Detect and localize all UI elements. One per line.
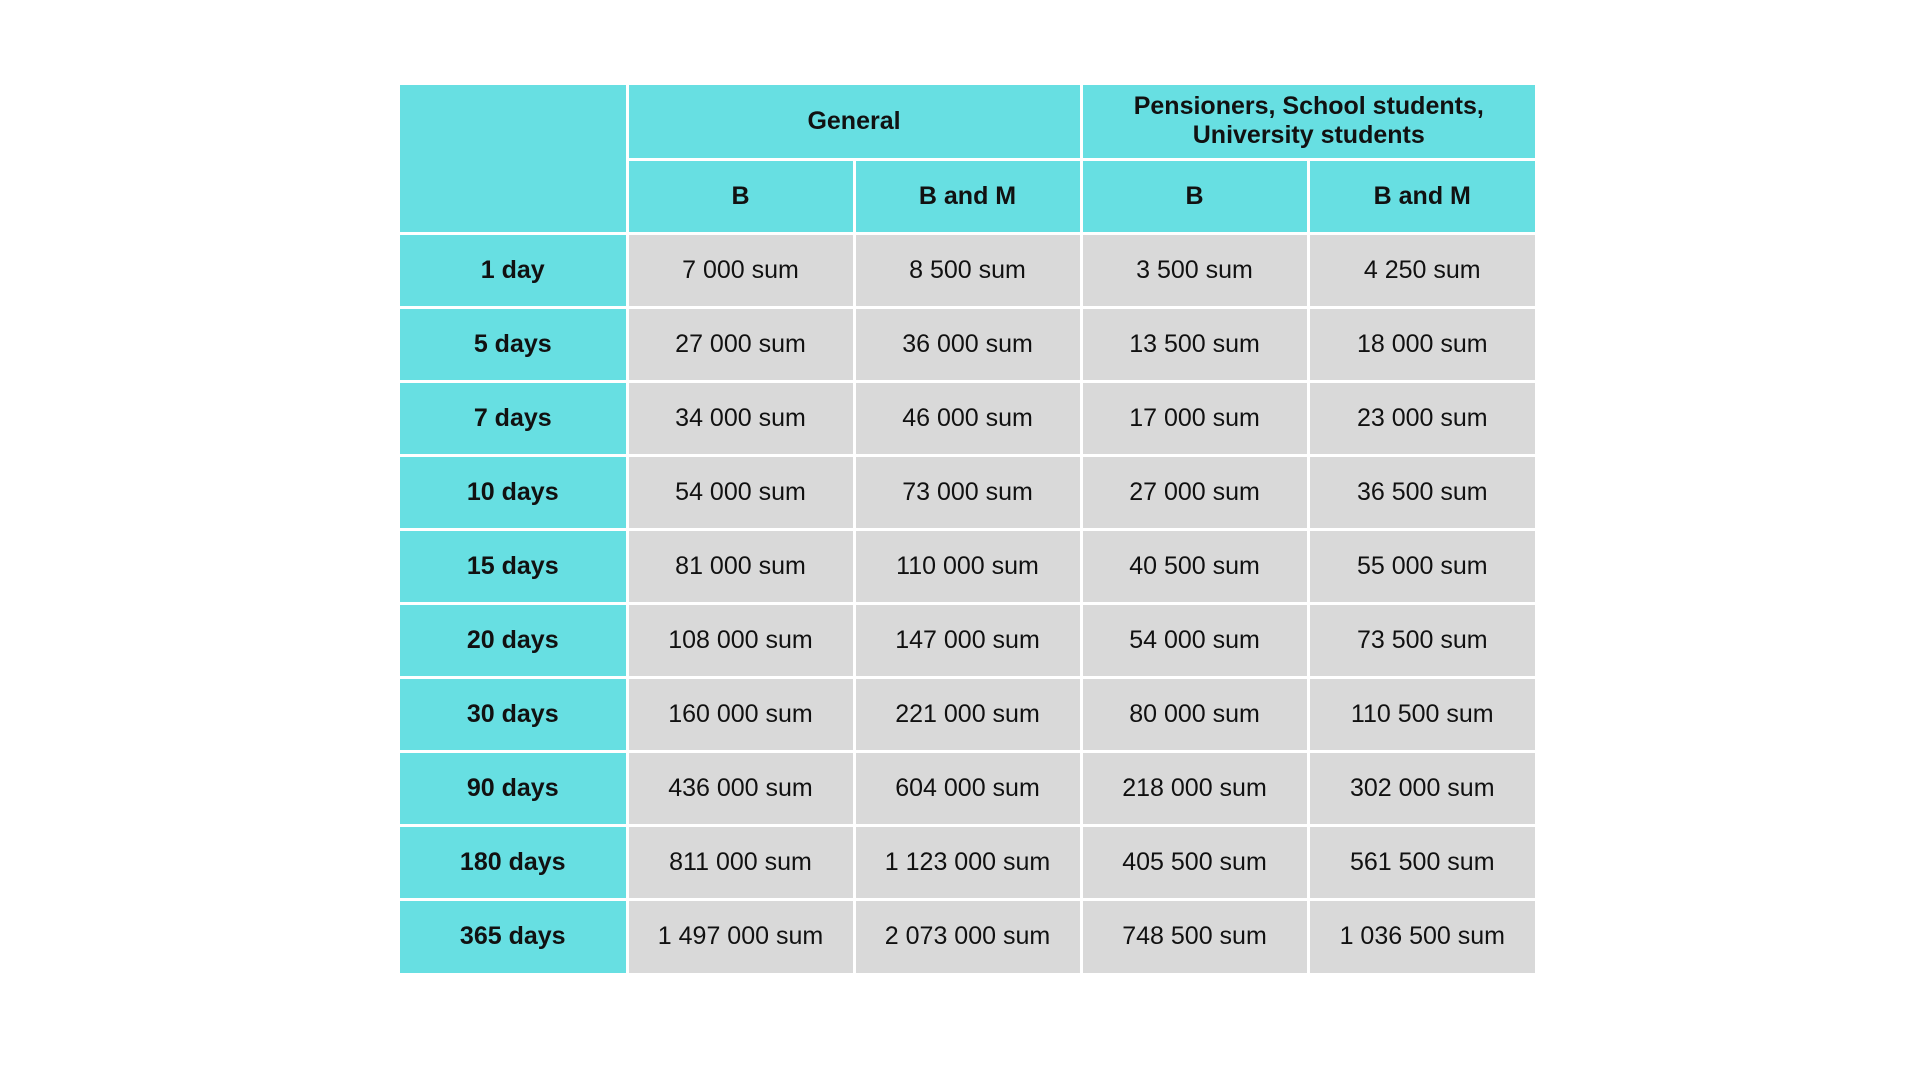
period-cell: 30 days [400,677,627,751]
price-cell: 436 000 sum [627,751,854,825]
price-cell: 221 000 sum [854,677,1081,751]
table-row [400,677,1535,751]
subheader-general-b-and-m: B and M [854,159,1081,233]
period-cell: 5 days [400,307,627,381]
price-cell: 81 000 sum [627,529,854,603]
table-row [400,899,1535,973]
table-row [400,751,1535,825]
price-cell: 1 036 500 sum [1308,899,1535,973]
table-row [400,825,1535,899]
price-cell: 54 000 sum [627,455,854,529]
price-cell: 8 500 sum [854,233,1081,307]
period-cell: 10 days [400,455,627,529]
price-cell: 405 500 sum [1081,825,1308,899]
price-cell: 73 000 sum [854,455,1081,529]
table-row [400,603,1535,677]
period-cell: 90 days [400,751,627,825]
price-cell: 27 000 sum [627,307,854,381]
group-header-concession: Pensioners, School students, University students [1081,85,1535,159]
price-cell: 748 500 sum [1081,899,1308,973]
price-cell: 561 500 sum [1308,825,1535,899]
price-cell: 1 497 000 sum [627,899,854,973]
price-cell: 27 000 sum [1081,455,1308,529]
price-cell: 23 000 sum [1308,381,1535,455]
price-cell: 147 000 sum [854,603,1081,677]
table-row [400,307,1535,381]
subheader-concession-b-and-m: B and M [1308,159,1535,233]
corner-header [400,85,627,233]
price-cell: 73 500 sum [1308,603,1535,677]
subheader-general-b: B [627,159,854,233]
table-row [400,233,1535,307]
price-cell: 13 500 sum [1081,307,1308,381]
fare-table [400,85,1535,973]
table-row [400,529,1535,603]
price-cell: 36 000 sum [854,307,1081,381]
group-header-general: General [627,85,1081,159]
header-group-row [400,85,1535,159]
price-cell: 302 000 sum [1308,751,1535,825]
price-cell: 811 000 sum [627,825,854,899]
price-cell: 218 000 sum [1081,751,1308,825]
price-cell: 40 500 sum [1081,529,1308,603]
price-cell: 7 000 sum [627,233,854,307]
price-cell: 46 000 sum [854,381,1081,455]
price-cell: 2 073 000 sum [854,899,1081,973]
price-cell: 80 000 sum [1081,677,1308,751]
price-cell: 18 000 sum [1308,307,1535,381]
price-cell: 1 123 000 sum [854,825,1081,899]
price-cell: 55 000 sum [1308,529,1535,603]
price-cell: 110 000 sum [854,529,1081,603]
price-cell: 17 000 sum [1081,381,1308,455]
price-cell: 604 000 sum [854,751,1081,825]
period-cell: 7 days [400,381,627,455]
price-cell: 108 000 sum [627,603,854,677]
price-cell: 4 250 sum [1308,233,1535,307]
price-cell: 160 000 sum [627,677,854,751]
period-cell: 365 days [400,899,627,973]
subheader-concession-b: B [1081,159,1308,233]
period-cell: 180 days [400,825,627,899]
price-cell: 110 500 sum [1308,677,1535,751]
price-cell: 54 000 sum [1081,603,1308,677]
table-row [400,381,1535,455]
table-row [400,455,1535,529]
price-cell: 3 500 sum [1081,233,1308,307]
period-cell: 20 days [400,603,627,677]
price-cell: 36 500 sum [1308,455,1535,529]
price-cell: 34 000 sum [627,381,854,455]
period-cell: 1 day [400,233,627,307]
period-cell: 15 days [400,529,627,603]
